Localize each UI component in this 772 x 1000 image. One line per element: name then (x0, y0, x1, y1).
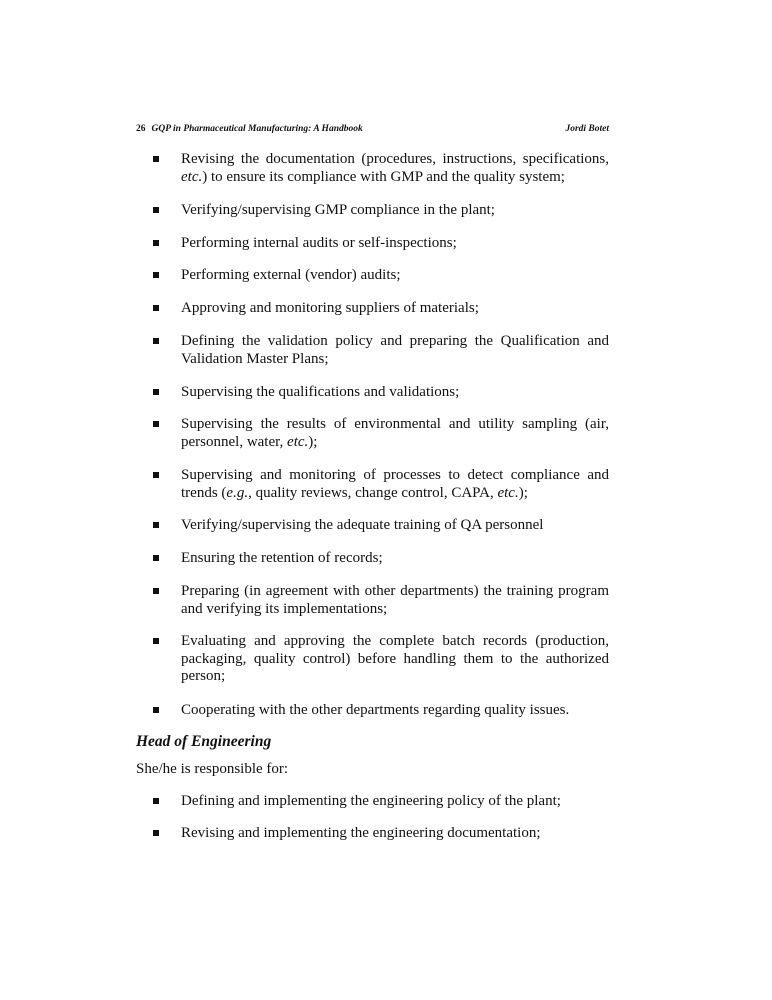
list-item-text: Cooperating with the other departments regarding quality issues. (181, 702, 570, 718)
book-title: GQP in Pharmaceutical Manufacturing: A Handbook (151, 124, 363, 134)
list-item (153, 300, 609, 318)
list-item (153, 235, 609, 253)
section-heading: Head of Engineering (136, 733, 272, 750)
list-item-text: Defining and implementing the engineering policy of the plant; (181, 793, 561, 809)
square-bullet-icon (153, 798, 159, 804)
square-bullet-icon (153, 421, 159, 427)
list-item (153, 793, 609, 811)
list-item-text: Ensuring the retention of records; (181, 550, 383, 566)
square-bullet-icon (153, 472, 159, 478)
square-bullet-icon (153, 588, 159, 594)
square-bullet-icon (153, 240, 159, 246)
list-item-text: Evaluating and approving the complete batch records (production, packaging, quality control) before handling them to the authorized person; (181, 633, 609, 684)
list-item-text: Preparing (in agreement with other departments) the training program and verifying its implementations; (181, 583, 609, 617)
square-bullet-icon (153, 305, 159, 311)
list-item (153, 333, 609, 368)
list-item-text: Approving and monitoring suppliers of materials; (181, 300, 479, 316)
list-item-text: Supervising the results of environmental and utility sampling (air, personnel, water, etc.); (181, 416, 609, 450)
list-item-text: Performing internal audits or self-inspections; (181, 235, 457, 251)
list-item (153, 517, 609, 535)
list-item-text: Verifying/supervising the adequate training of QA personnel (181, 517, 544, 533)
square-bullet-icon (153, 707, 159, 713)
square-bullet-icon (153, 555, 159, 561)
list-item (153, 633, 609, 686)
list-item (153, 825, 609, 843)
square-bullet-icon (153, 389, 159, 395)
list-item-text: Revising and implementing the engineering documentation; (181, 825, 541, 841)
list-item (153, 583, 609, 618)
section-intro: She/he is responsible for: (136, 761, 289, 777)
list-item-text: Performing external (vendor) audits; (181, 267, 401, 283)
page-number: 26 (136, 124, 146, 134)
list-item-text: Defining the validation policy and preparing the Qualification and Validation Master Plans; (181, 333, 609, 367)
square-bullet-icon (153, 338, 159, 344)
square-bullet-icon (153, 522, 159, 528)
square-bullet-icon (153, 830, 159, 836)
list-item-text: Supervising the qualifications and validations; (181, 384, 460, 400)
list-item (153, 202, 609, 220)
list-item-text: Revising the documentation (procedures, instructions, specifications, etc.) to ensure its compliance with GMP and the quality system; (181, 151, 609, 185)
list-item (153, 267, 609, 285)
list-item-text: Verifying/supervising GMP compliance in the plant; (181, 202, 495, 218)
square-bullet-icon (153, 638, 159, 644)
list-item (153, 416, 609, 451)
list-item (153, 550, 609, 568)
list-item (153, 467, 609, 502)
list-item (153, 702, 609, 720)
square-bullet-icon (153, 272, 159, 278)
running-header (136, 124, 609, 140)
list-item (153, 384, 609, 402)
square-bullet-icon (153, 207, 159, 213)
square-bullet-icon (153, 156, 159, 162)
author-name: Jordi Botet (565, 124, 609, 134)
list-item-text: Supervising and monitoring of processes to detect compliance and trends (e.g., quality reviews, change control, CAPA, etc.); (181, 467, 609, 501)
list-item (153, 151, 609, 186)
